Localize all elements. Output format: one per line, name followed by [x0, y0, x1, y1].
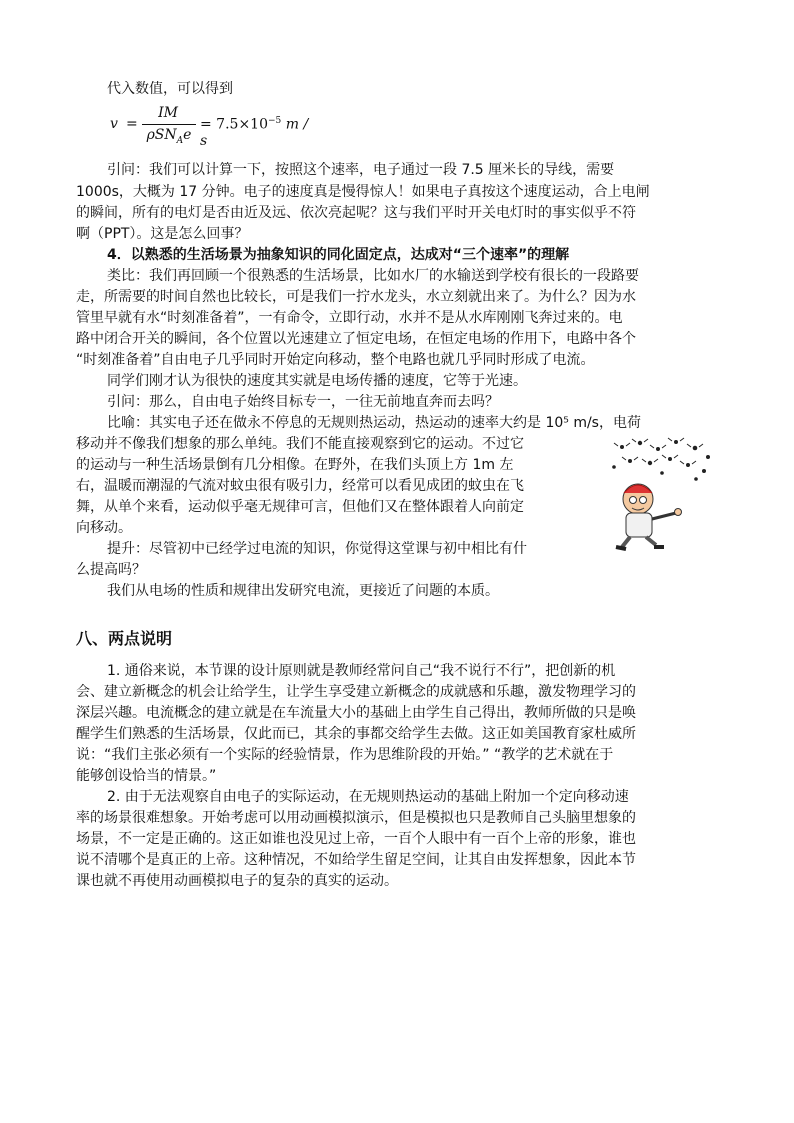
paragraph-line: 能够创设恰当的情景。” — [76, 768, 217, 784]
paragraph-line: 的瞬间，所有的电灯是否由近及远、依次亮起呢？这与我们平时开关电灯时的事实似乎不符 — [76, 205, 636, 221]
paragraph-line: 路中闭合开关的瞬间，各个位置以光速建立了恒定电场，在恒定电场的作用下，电路中各个 — [76, 331, 636, 347]
paragraph-line: 向移动。 — [76, 520, 132, 536]
paragraph-line: 代入数值，可以得到 — [107, 81, 233, 97]
paragraph-line: 啊（PPT）。这是怎么回事？ — [76, 226, 249, 242]
paragraph-line: 1000s，大概为 17 分钟。电子的速度真是慢得惊人！如果电子真按这个速度运动，合上电闸 — [76, 184, 650, 200]
paragraph-line: 引问：我们可以计算一下，按照这个速率，电子通过一段 7.5 厘米长的导线，需要 — [107, 162, 615, 178]
paragraph-line: 率的场景很难想象。开始考虑可以用动画模拟演示，但是模拟也只是教师自己头脑里想象的 — [76, 810, 636, 826]
drift-velocity-formula — [108, 103, 318, 147]
paragraph-line: 管里早就有水“时刻准备着”，一有命令，立即行动，水并不是从水库刚刚飞奔过来的。电 — [76, 310, 623, 326]
formula-lhs: v — [110, 116, 118, 132]
fraction-bar — [142, 124, 196, 125]
paragraph-line: 我们从电场的性质和规律出发研究电流，更接近了问题的本质。 — [107, 583, 499, 599]
paragraph-line: 移动并不像我们想象的那么单纯。我们不能直接观察到它的运动。不过它 — [76, 436, 524, 452]
section-heading: 八、两点说明 — [76, 629, 173, 648]
paragraph-line: 提升：尽管初中已经学过电流的知识，你觉得这堂课与初中相比有什 — [107, 541, 527, 557]
paragraph-line: 走，所需要的时间自然也比较长，可是我们一拧水龙头，水立刻就出来了。为什么？因为水 — [76, 289, 636, 305]
subsection-heading: 4．以熟悉的生活场景为抽象知识的同化固定点，达成对“三个速率”的理解 — [107, 247, 570, 263]
formula-denominator: ρSN$_A$e — [146, 127, 192, 146]
paragraph-line: 同学们刚才认为很快的速度其实就是电场传播的速度，它等于光速。 — [107, 373, 527, 389]
mosquito-swarm-icon — [612, 438, 710, 481]
paragraph-line: 会、建立新概念的机会让给学生，让学生享受建立新概念的成就感和乐趣，激发物理学习的 — [76, 684, 636, 700]
paragraph-line: 右，温暖而潮湿的气流对蚊虫很有吸引力，经常可以看见成团的蚊虫在飞 — [76, 478, 524, 494]
paragraph-line: 深层兴趣。电流概念的建立就是在车流量大小的基础上由学生自己得出，教师所做的只是唤 — [76, 705, 636, 721]
man-with-mosquito-swarm-illustration — [600, 437, 718, 555]
paragraph-line: 比喻：其实电子还在做永不停息的无规则热运动，热运动的速率大约是 10⁵ m/s，电荷 — [107, 415, 641, 431]
paragraph-line: 说：“我们主张必须有一个实际的经验情景，作为思维阶段的开始。” “教学的艺术就在于 — [76, 747, 614, 763]
paragraph-line: 类比：我们再回顾一个很熟悉的生活场景，比如水厂的水输送到学校有很长的一段路要 — [107, 268, 639, 284]
formula-equals: = — [126, 116, 138, 132]
paragraph-line: 2. 由于无法观察自由电子的实际运动，在无规则热运动的基础上附加一个定向移动速 — [107, 789, 629, 805]
paragraph-line: “时刻准备着”自由电子几乎同时开始定向移动，整个电路也就几乎同时形成了电流。 — [76, 352, 595, 368]
paragraph-line: 1. 通俗来说，本节课的设计原则就是教师经常问自己“我不说行不行”，把创新的机 — [107, 663, 616, 679]
paragraph-line: 的运动与一种生活场景倒有几分相像。在野外，在我们头顶上方 1m 左 — [76, 457, 514, 473]
paragraph-line: 课也就不再使用动画模拟电子的复杂的真实的运动。 — [76, 873, 398, 889]
formula-numerator: IM — [158, 105, 178, 121]
paragraph-line: 醒学生们熟悉的生活场景，仅此而已，其余的事都交给学生去做。这正如美国教育家杜威所 — [76, 726, 636, 742]
paragraph-line: 舞，从单个来看，运动似乎毫无规律可言，但他们又在整体跟着人向前定 — [76, 499, 524, 515]
paragraph-line: 引问：那么，自由电子始终目标专一，一往无前地直奔而去吗？ — [107, 394, 499, 410]
man-icon — [616, 484, 682, 549]
paragraph-line: 么提高吗？ — [76, 562, 146, 578]
formula-rhs: = $7.5\times 10^{-5}$ m / s — [200, 116, 309, 149]
paragraph-line: 场景，不一定是正确的。这正如谁也没见过上帝，一百个人眼中有一百个上帝的形象，谁也 — [76, 831, 636, 847]
paragraph-line: 说不清哪个是真正的上帝。这种情况，不如给学生留足空间，让其自由发挥想象，因此本节 — [76, 852, 636, 868]
